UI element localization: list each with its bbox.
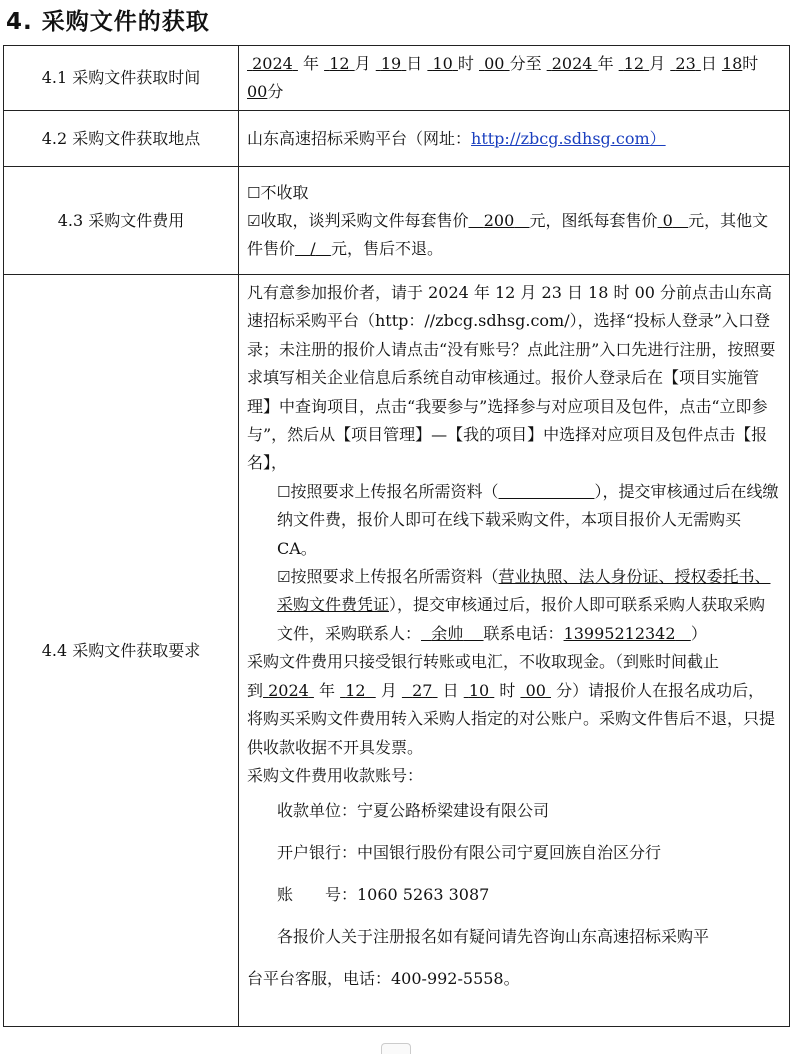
bank: 开户银行：中国银行股份有限公司宁夏回族自治区分行 [277,843,662,863]
option-contact-purchaser: ☑按照要求上传报名所需资料（营业执照、法人身份证、授权委托书、采购文件费凭证），提交审核通过后，报价人即可联系采购人获取采购文件，采购联系人： 余帅 联系电话：13995212342 ） [277,567,771,643]
document-fee-value [239,167,790,275]
end-day: 23 [675,54,696,73]
procurement-table [3,45,790,1027]
end-minute: 00 [247,82,268,101]
row-acquisition-requirements [4,275,790,1027]
row-label: 4.4 采购文件获取要求 [4,275,239,1027]
checkbox-checked-icon: ☑ [277,568,291,587]
option-paid: ☑收取，谈判采购文件每套售价 200 元，图纸每套售价 0 元，其他文件售价 / 元，售后不退。 [247,210,769,258]
acquisition-requirements-value [239,275,790,1027]
drawing-price: 0 [662,210,673,230]
inquiry-note: 各报价人关于注册报名如有疑问请先咨询山东高速招标采购平 [277,927,710,947]
payee: 收款单位：宁夏公路桥梁建设有限公司 [277,801,550,821]
start-hour: 10 [432,54,453,73]
checkbox-checked-icon: ☑ [247,211,261,230]
checkbox-unchecked-icon: ☐ [277,482,291,501]
account-title: 采购文件费用收款账号： [247,765,424,785]
end-month: 12 [623,54,645,73]
end-hour: 18 [721,54,743,73]
required-documents: 营业执照、法人身份证、授权委托书、采购文件费凭证 [277,567,771,615]
start-month: 12 [329,54,350,73]
other-price: / [310,238,316,258]
account-number: 账 号：1060 5263 3087 [277,885,490,905]
row-acquisition-location [4,111,790,167]
acquisition-time-value: 2024 年 12 月 19 日 10 时 00 分至 2024 年 12 月 23 日 18时 00分 [239,46,790,111]
acquisition-location-value: 山东高速招标采购平台（网址：http://zbcg.sdhsg.com） [239,111,790,167]
contact-phone: 13995212342 [563,623,676,643]
row-acquisition-time [4,46,790,111]
row-document-fee [4,167,790,275]
row-label: 4.1 采购文件获取时间 [4,46,239,111]
contact-name: 余帅 [431,623,464,643]
row-label: 4.2 采购文件获取地点 [4,111,239,167]
end-year: 2024 [551,54,593,73]
checkbox-unchecked-icon: ☐ [247,183,261,202]
start-day: 19 [380,54,402,73]
option-free: ☐不收取 [247,182,309,202]
inquiry-note-continued: 台平台客服，电话：400-992-5558。 [247,969,520,989]
scroll-handle[interactable] [381,1043,411,1054]
row-label: 4.3 采购文件费用 [4,167,239,275]
start-year: 2024 [252,54,293,73]
option-online-download: ☐按照要求上传报名所需资料（ ），提交审核通过后在线缴纳文件费，报价人即可在线下载采购文件，本项目报价人无需购买CA。 [277,481,779,558]
payment-terms: 采购文件费用只接受银行转账或电汇，不收取现金。（到账时间截止到 2024 年 12 月 27 日 10 时 00 分）请报价人在报名成功后，将购买采购文件费用转入采购人指定的对公账户。采购文件售后不退，只提供收款收据不开具发票。 [247,652,776,757]
registration-instructions: 凡有意参加报价者，请于 2024 年 12 月 23 日 18 时 00 分前点击山东高速招标采购平台（http：//zbcg.sdhsg.com/），选择“投标人登录”入口登录；未注册的报价人请点击“没有账号？点此注册”入口先进行注册，按照要求填写相关企业信息后系统自动审核通过。报价人登录后在【项目实施管理】中查询项目，点击“我要参与”选择参与对应项目及包件，点击“立即参与”，然后从【项目管理】—【我的项目】中选择对应项目及包件点击【报名】， [247,283,776,473]
section-title: 4. 采购文件的获取 [6,9,210,35]
start-minute: 00 [484,54,505,73]
platform-link[interactable]: http://zbcg.sdhsg.com [471,128,650,148]
document-price: 200 [483,210,515,230]
